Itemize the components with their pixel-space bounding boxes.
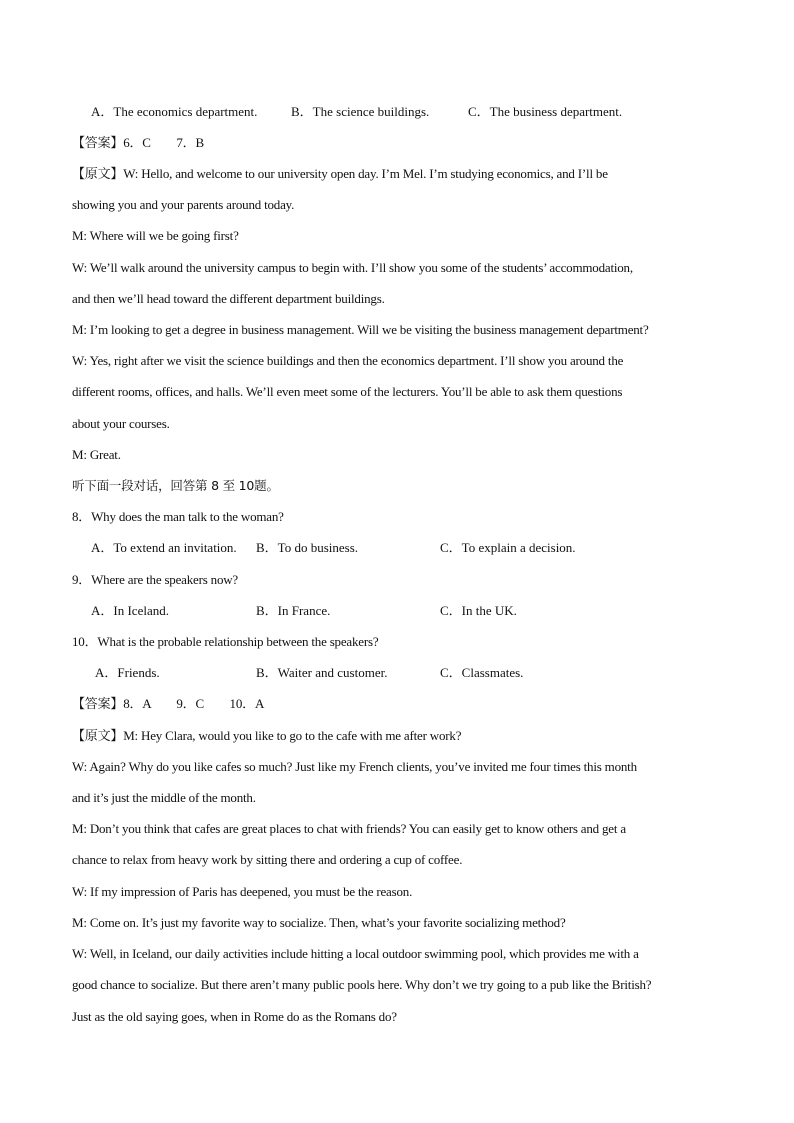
question-stem: 8．Why does the man talk to the woman? [72, 509, 284, 524]
option-b: B．The science buildings. [291, 104, 430, 119]
option-c: C．In the UK. [440, 603, 517, 618]
option-b: B．To do business. [256, 540, 359, 555]
transcript-line: and then we’ll head toward the different department buildings. [72, 291, 385, 306]
transcript-line: W: Well, in Iceland, our daily activities include hitting a local outdoor swimming pool, which provides me with a [72, 946, 639, 961]
option-c: C．Classmates. [440, 665, 524, 680]
option-a: A．In Iceland. [91, 603, 169, 618]
transcript-line: about your courses. [72, 416, 170, 431]
transcript-line: W: Again? Why do you like cafes so much? Just like my French clients, you’ve invited me four times this month [72, 759, 637, 774]
question-stem: 10．What is the probable relationship between the speakers? [72, 634, 379, 649]
transcript-line: different rooms, offices, and halls. We’ll even meet some of the lecturers. You’ll be able to ask them questions [72, 384, 623, 399]
transcript-line: showing you and your parents around today. [72, 197, 295, 212]
transcript-line: M: Come on. It’s just my favorite way to socialize. Then, what’s your favorite socializing method? [72, 915, 566, 930]
transcript-line: M: I’m looking to get a degree in business management. Will we be visiting the business management department? [72, 322, 649, 337]
option-a: A．The economics department. [91, 104, 258, 119]
transcript-line: M: Great. [72, 447, 121, 462]
transcript-line: 【原文】W: Hello, and welcome to our university open day. I’m Mel. I’m studying economics, and I’ll be [72, 166, 608, 181]
option-b: B．Waiter and customer. [256, 665, 388, 680]
option-c: C．The business department. [468, 104, 623, 119]
option-a: A．To extend an invitation. [91, 540, 237, 555]
transcript-line: M: Don’t you think that cafes are great places to chat with friends? You can easily get to know others and get a [72, 821, 626, 836]
transcript-line: W: We’ll walk around the university campus to begin with. I’ll show you some of the students’ accommodation, [72, 260, 633, 275]
transcript-line: chance to relax from heavy work by sitting there and ordering a cup of coffee. [72, 852, 463, 867]
transcript-line: W: Yes, right after we visit the science buildings and then the economics department. I’ll show you around the [72, 353, 624, 368]
question-stem: 9．Where are the speakers now? [72, 572, 239, 587]
transcript-line: W: If my impression of Paris has deepened, you must be the reason. [72, 884, 413, 899]
transcript-line: 【原文】M: Hey Clara, would you like to go to the cafe with me after work? [72, 728, 462, 743]
option-a: A．Friends. [95, 665, 160, 680]
option-b: B．In France. [256, 603, 331, 618]
transcript-line: good chance to socialize. But there aren’t many public pools here. Why don’t we try going to a pub like the British? [72, 977, 652, 992]
transcript-line: Just as the old saying goes, when in Rome do as the Romans do? [72, 1009, 397, 1024]
answer-8-10: 【答案】8．A 9．C 10．A [72, 696, 265, 711]
answer-6-7: 【答案】6．C 7．B [72, 135, 204, 150]
section-instruction: 听下面一段对话，回答第 8 至 10题。 [72, 478, 279, 493]
transcript-line: M: Where will we be going first? [72, 228, 239, 243]
option-c: C．To explain a decision. [440, 540, 576, 555]
transcript-line: and it’s just the middle of the month. [72, 790, 256, 805]
